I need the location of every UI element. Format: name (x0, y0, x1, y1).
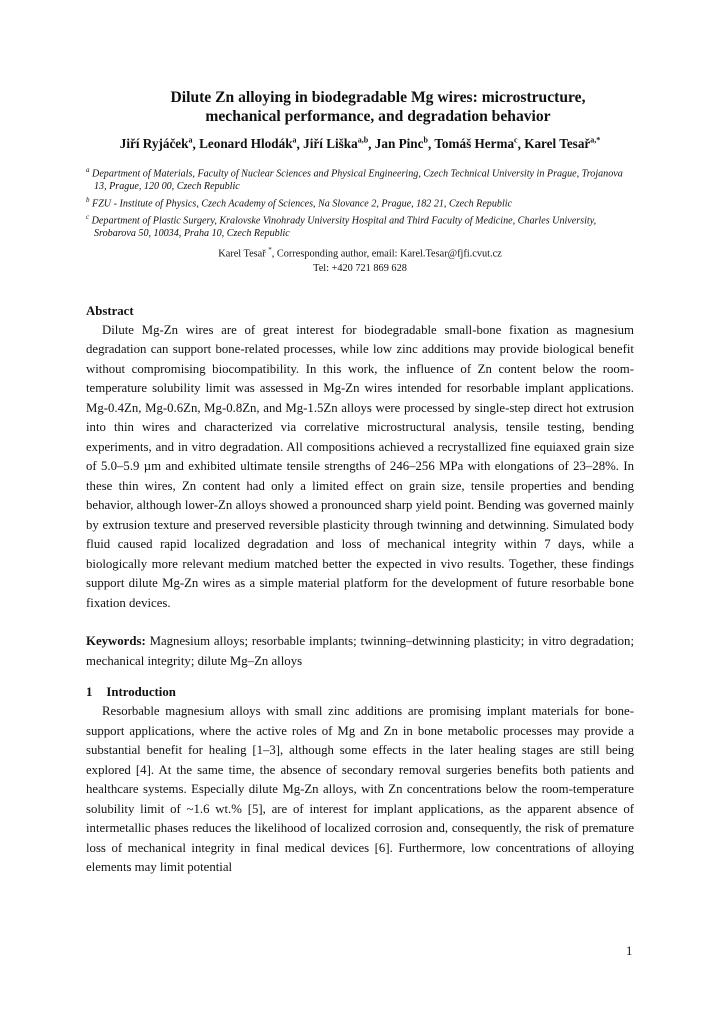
author: Jan Pinc$^b$ (374, 136, 428, 152)
abstract-text: Dilute Mg-Zn wires are of great interest for biodegradable small-bone fixation as magnesium degradation can support bone-related processes, while low zinc additions may provide biological benefit without compromising biocompatibility. In this work, the influence of Zn content below the room-temperature solubility limit was assessed in Mg-Zn wires intended for resorbable implant applications. Mg-0.4Zn, Mg-0.6Zn, Mg-0.8Zn, and Mg-1.5Zn alloys were processed by single-step direct hot extrusion into thin wires and characterized via correlative microstructural analysis, tensile testing, bending experiments, and in vitro degradation. All compositions achieved a recrystallized fine equiaxed grain size of 5.0–5.9 µm and exhibited ultimate tensile strengths of 246–256 MPa with elongations of 23–28%. In these thin wires, Zn content had only a limited effect on grain size, tensile properties and bending behavior, although lower-Zn alloys showed a pronounced sharp yield point. Bending was governed mainly by extrusion texture and preserved reversible plasticity through twinning and detwinning. Simulated body fluid caused rapid localized degradation and loss of mechanical integrity within 7 days, while a biologically more relevant medium matched better the expected in vivo results. Together, these findings support dilute Mg-Zn wires as a simple material platform for the development of future resorbable bone fixation devices. (86, 322, 634, 610)
title-line-2: mechanical performance, and degradation behavior (205, 108, 551, 125)
affiliation: $^b$ FZU - Institute of Physics, Czech Academy of Sciences, Na Slovance 2, Prague, 182 21, Czech Republic (86, 195, 513, 210)
author: Jiří Ryjáček$^a$ (119, 136, 193, 152)
page-number: 1 (626, 944, 633, 958)
affiliation: $^c$ Department of Plastic Surgery, Kralovske Vinohrady University Hospital and Third Faculty of Medicine, Charles University, Srobarova 50, 10034, Praha 10, Czech Republic (86, 212, 597, 239)
corresponding-author (86, 243, 634, 275)
abstract-heading: Abstract (86, 303, 134, 318)
author: Karel Tesař$^{a,*}$ (524, 136, 601, 152)
author: Jiří Liška$^{a,b}$ (303, 136, 369, 152)
keywords (86, 632, 634, 671)
author: Tomáš Herma$^c$ (434, 136, 518, 152)
introduction-heading (86, 683, 634, 702)
keywords-label: Keywords: (86, 634, 146, 649)
title-line-1: Dilute Zn alloying in biodegradable Mg wires: microstructure, (170, 89, 586, 106)
author: Leonard Hlodák$^a$ (199, 136, 297, 152)
keywords-text: Magnesium alloys; resorbable implants; twinning–detwinning plasticity; in vitro degradation; mechanical integrity; dilute Mg–Zn alloys (86, 634, 634, 668)
affiliations (86, 164, 634, 240)
contact-phone-line: Tel: +420 721 869 628 (313, 262, 407, 274)
contact-email-line: Karel Tesař *, Corresponding author, email: Karel.Tesar@fjfi.cvut.cz (218, 246, 502, 260)
paper-page (86, 88, 634, 878)
section-title: Introduction (106, 685, 176, 700)
affiliation: $^a$ Department of Materials, Faculty of Nuclear Sciences and Physical Engineering, Czech Technical University in Prague, Trojanova 13, Prague, 120 00, Czech Republic (86, 166, 623, 193)
section-number: 1 (86, 685, 93, 700)
introduction-text: Resorbable magnesium alloys with small zinc additions are promising implant materials for bone-support applications, where the active roles of Mg and Zn in bone metabolic processes may provide a substantial benefit for healing [1–3], although some effects in the later healing stages are still being explored [4]. At the same time, the absence of secondary removal surgeries benefits both patients and healthcare systems. Especially dilute Mg-Zn alloys, with Zn concentrations below the room-temperature solubility limit of ~1.6 wt.% [5], are of interest for implant applications, as the apparent absence of intermetallic phases reduces the likelihood of localized corrosion and, consequently, the risk of premature loss of mechanical integrity in final medical devices [6]. Furthermore, low concentrations of alloying elements may limit potential (86, 704, 634, 875)
author-list: Jiří Ryjáček$^a$, Leonard Hlodák$^a$, Jiří Liška$^{a,b}$, Jan Pinc$^b$, Tomáš Herma$^c$, Karel Tesař$^{a,*}$ (119, 136, 601, 152)
paper-title (86, 88, 634, 126)
